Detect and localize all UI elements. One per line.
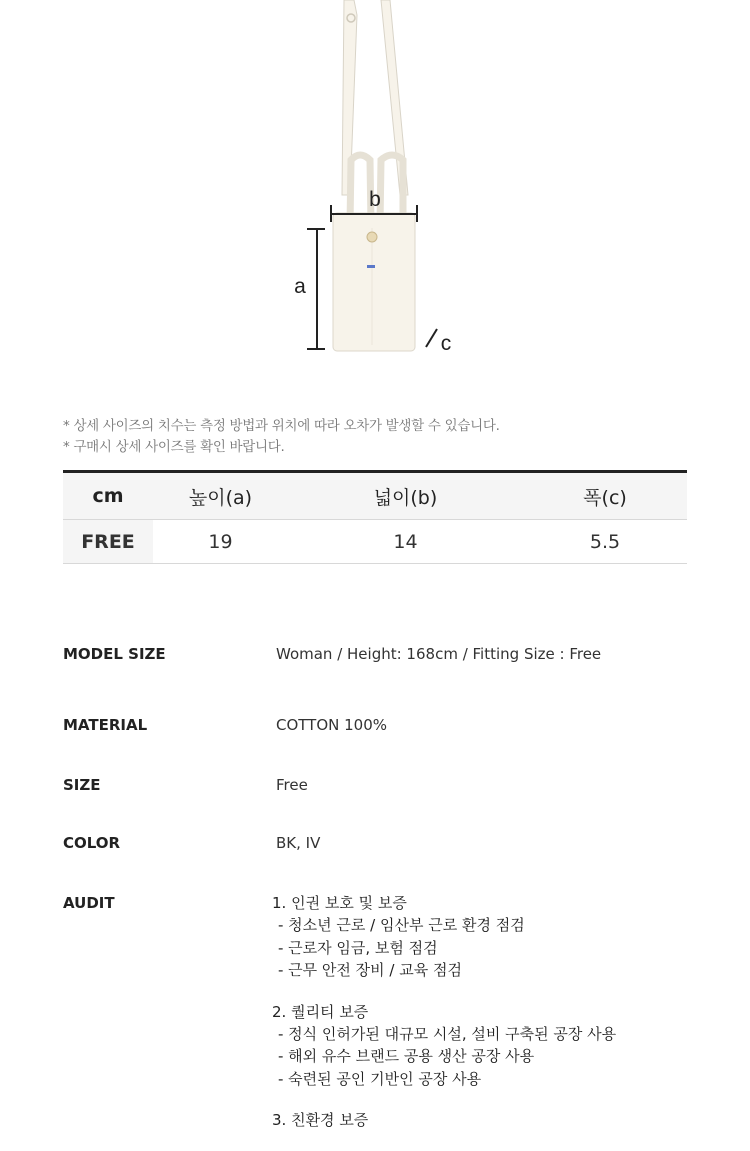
table-row: [63, 520, 687, 564]
audit-group-human-rights: [272, 892, 616, 982]
list-item: - 해외 유수 브랜드 공용 생산 공장 사용: [278, 1047, 535, 1066]
audit-list: [272, 892, 616, 1151]
list-item: - 정식 인허가된 대규모 시설, 설비 구축된 공장 사용: [278, 1025, 617, 1044]
dimension-c-label: c: [440, 332, 452, 355]
bag-logo: [367, 265, 375, 268]
list-item: - 숙련된 공인 기반인 공장 사용: [278, 1069, 482, 1088]
size-note-confirm: * 구매시 상세 사이즈를 확인 바랍니다.: [63, 439, 285, 455]
list-item: - 청소년 근로 / 임산부 근로 환경 점검: [278, 916, 525, 935]
audit-group-eco: [272, 1109, 616, 1131]
list-item: - 근로자 임금, 보험 점검: [278, 938, 438, 957]
size-table: [63, 470, 687, 564]
dimension-c-line: [426, 329, 437, 347]
audit-group-quality: [272, 1001, 616, 1091]
width-value: 14: [393, 530, 418, 553]
material-value: COTTON 100%: [276, 716, 388, 734]
size-diagram: [0, 0, 750, 370]
dimension-a-label: a: [294, 275, 306, 298]
unit-header: cm: [92, 485, 124, 507]
audit-group-title: 1. 인권 보호 및 보증: [272, 894, 407, 912]
size-table-header: [63, 472, 687, 520]
list-item: - 근무 안전 장비 / 교육 점검: [278, 961, 462, 980]
depth-header: 폭(c): [583, 486, 627, 509]
size-value: Free: [276, 776, 308, 794]
color-label: COLOR: [63, 834, 121, 852]
depth-value: 5.5: [589, 530, 621, 553]
size-note-measurement: * 상세 사이즈의 치수는 측정 방법과 위치에 따라 오차가 발생할 수 있습니다.: [63, 418, 500, 434]
color-value: BK, IV: [276, 834, 321, 852]
audit-group-title: 2. 퀄리티 보증: [272, 1002, 369, 1021]
dimension-b-label: b: [369, 188, 381, 211]
audit-label: AUDIT: [63, 894, 115, 912]
model-size-label: MODEL SIZE: [63, 645, 166, 663]
height-header: 높이(a): [188, 486, 253, 509]
material-label: MATERIAL: [63, 716, 148, 734]
model-size-value: Woman / Height: 168cm / Fitting Size : Free: [276, 645, 602, 663]
width-header: 넓이(b): [373, 486, 438, 509]
audit-group-title: 3. 친환경 보증: [272, 1111, 369, 1130]
size-label: SIZE: [63, 776, 101, 794]
bag-button-icon: [367, 232, 377, 242]
size-free-cell: FREE: [63, 520, 153, 564]
height-value: 19: [208, 530, 233, 553]
